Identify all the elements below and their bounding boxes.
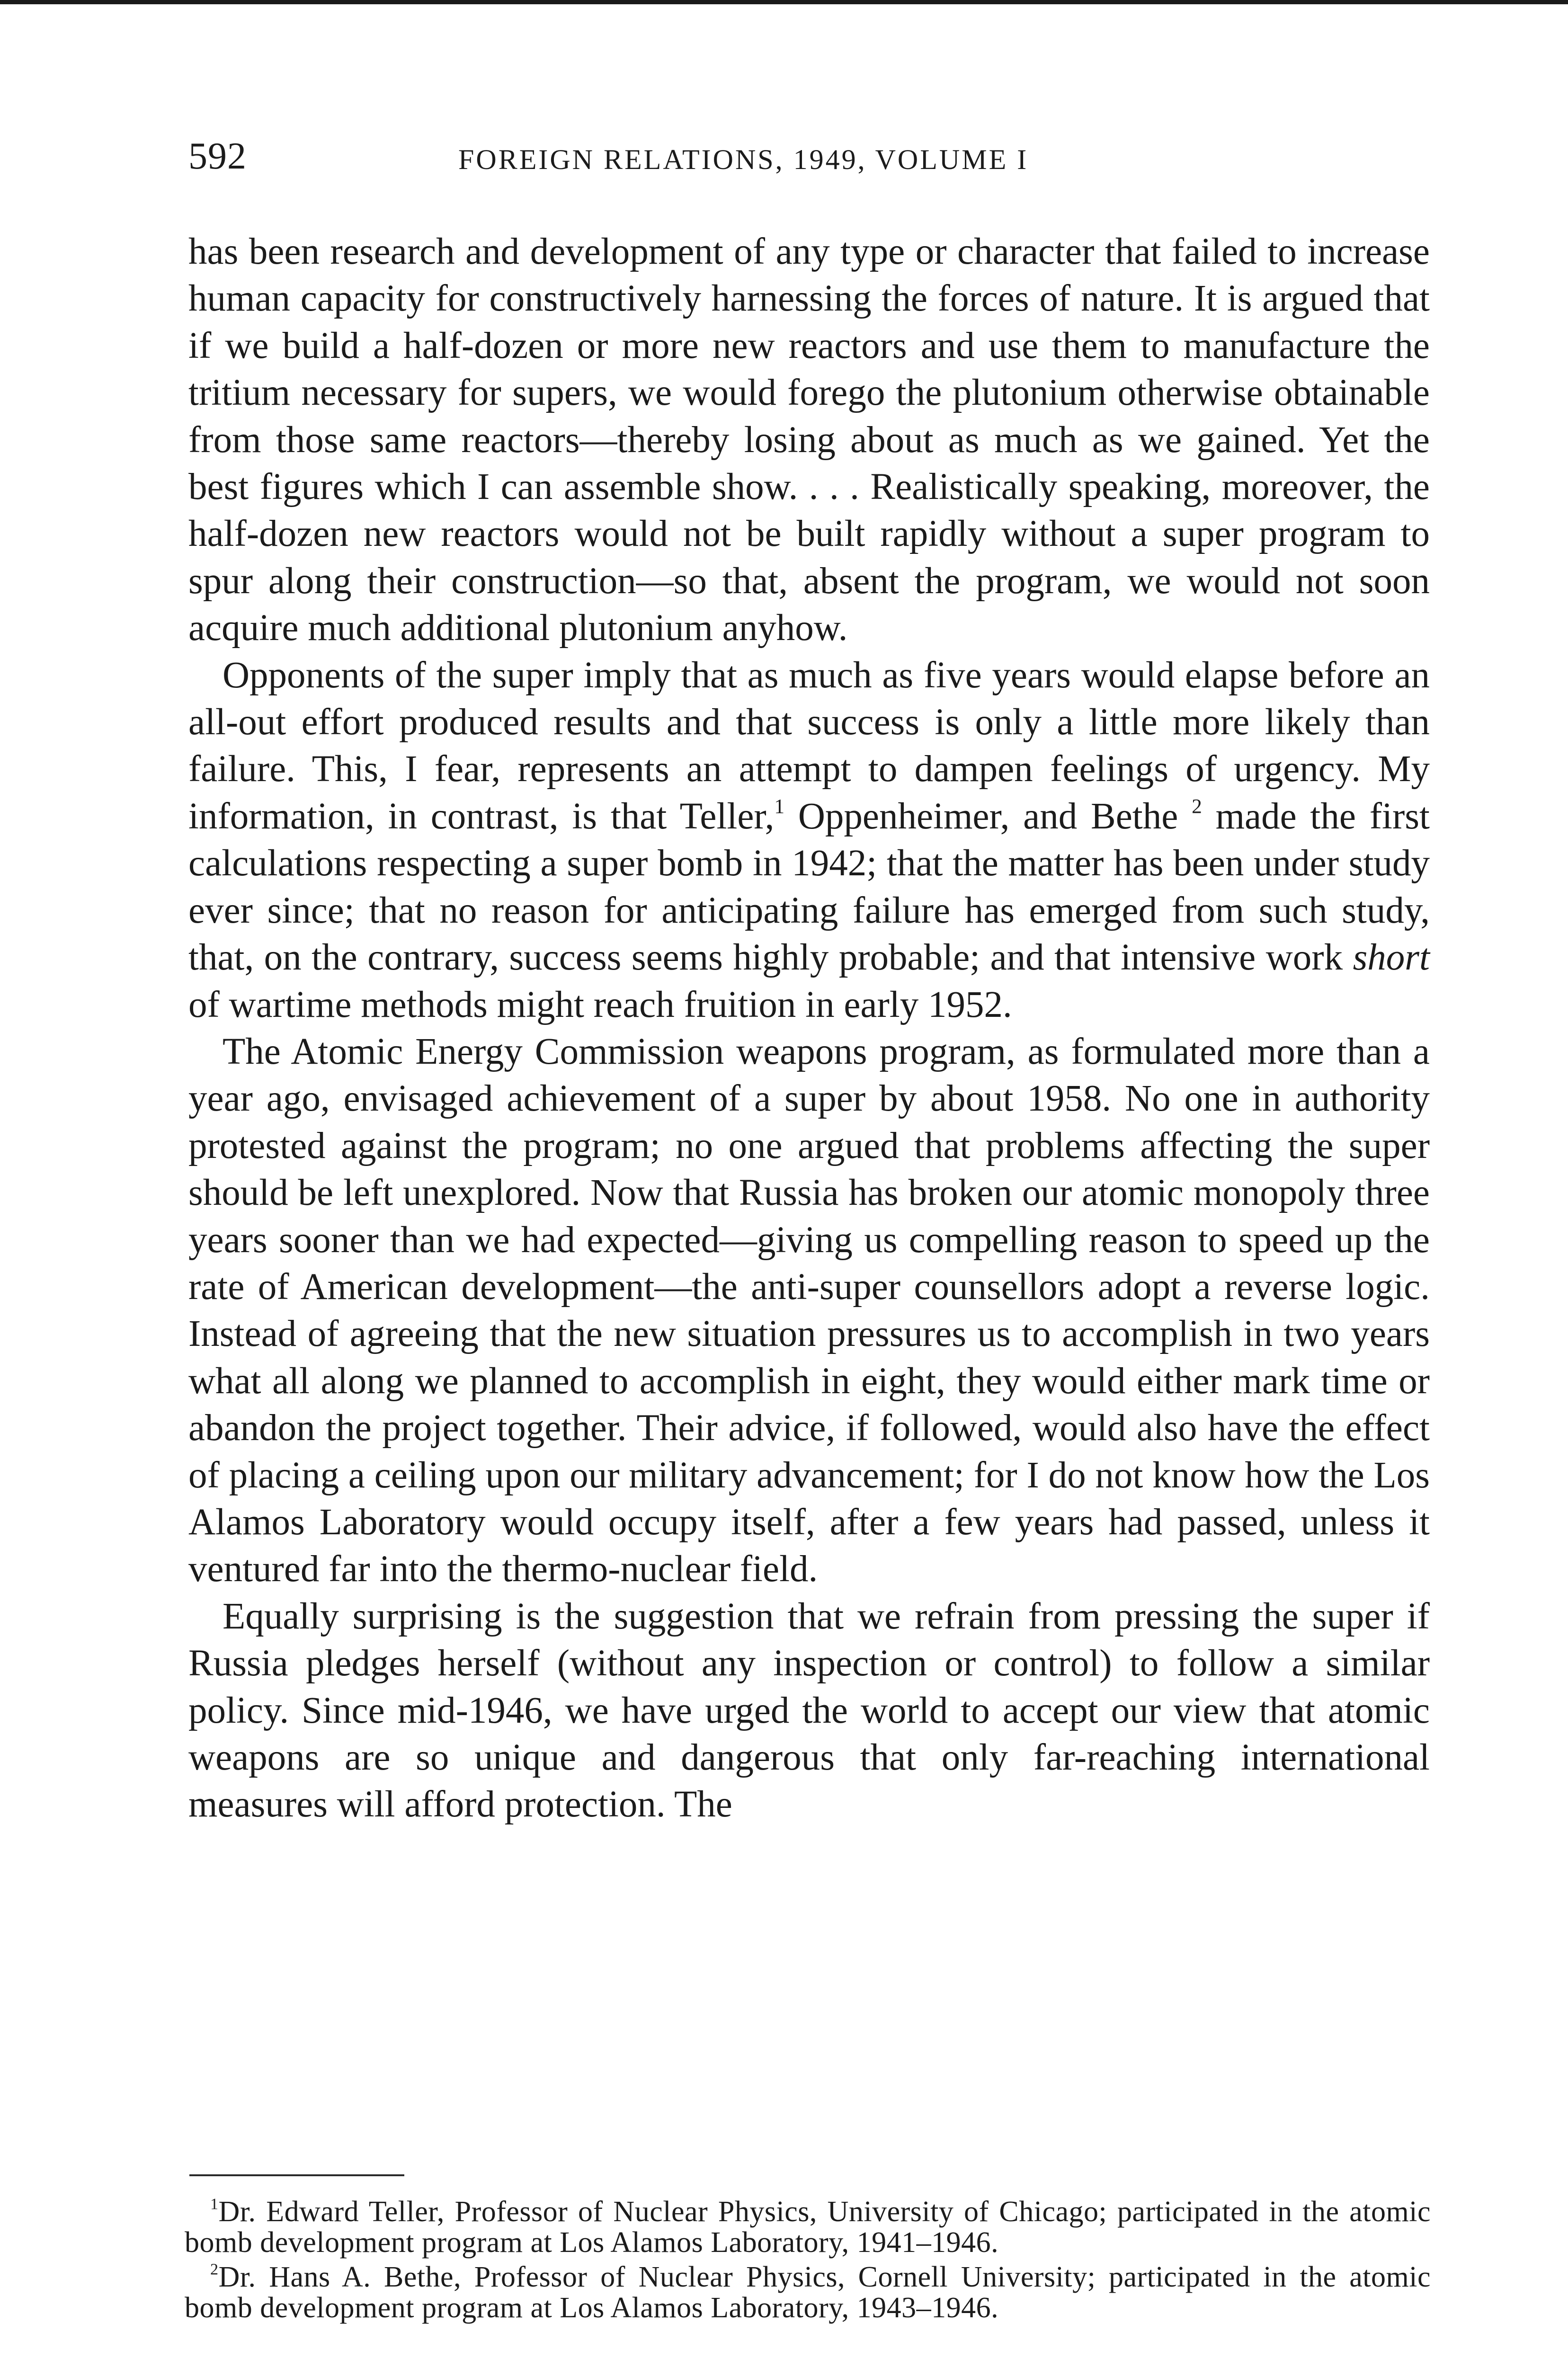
footnote-1-text: Dr. Edward Teller, Professor of Nuclear Physics, University of Chicago; participated in the atomic bomb development program at Los Alamos Laboratory, 1941–1946. (185, 2196, 1431, 2259)
footnote-2-text: Dr. Hans A. Bethe, Professor of Nuclear Physics, Cornell University; participated in the atomic bomb development program at Los Alamos Laboratory, 1943–1946. (185, 2261, 1431, 2324)
footnote-ref-2[interactable]: 2 (1192, 795, 1202, 818)
paragraph-2-text-b: Oppenheimer, and Bethe (784, 795, 1192, 837)
emphasis-short: short (1353, 937, 1430, 979)
paragraph-2-text-c: made the first calculations respecting a super bomb in 1942; that the matter has been under study ever since; that no reason for anticipating failure has emerged from such study, that, on the contrary, success seems highly probable; and that intensive work (188, 795, 1430, 979)
main-text (188, 228, 1430, 1828)
paragraph-2-text-d: of wartime methods might reach fruition in early 1952. (188, 984, 1012, 1025)
paragraph-3: The Atomic Energy Commission weapons program, as formulated more than a year ago, envisaged achievement of a super by about 1958. No one in authority protested against the program; no one argued that problems affecting the super should be left unexplored. Now that Russia has broken our atomic monopoly three years sooner than we had expected—giving us compelling reason to speed up the rate of American development—the anti-super counsellors adopt a reverse logic. Instead of agreeing that the new situation pressures us to accomplish in two years what all along we planned to accomplish in eight, they would either mark time or abandon the project together. Their advice, if followed, would also have the effect of placing a ceiling upon our military advancement; for I do not know how the Los Alamos Laboratory would occupy itself, after a few years had passed, unless it ventured far into the thermo-nuclear field. (188, 1031, 1430, 1590)
footnote-ref-1[interactable]: 1 (774, 795, 785, 818)
paragraph-4: Equally surprising is the suggestion that we refrain from pressing the super if Russia pledges herself (without any inspection or control) to follow a similar policy. Since mid-1946, we have urged the world to accept our view that atomic weapons are so unique and dangerous that only far-reaching international measures will afford protection. The (188, 1595, 1430, 1825)
footnote-1 (185, 2197, 1431, 2258)
footnote-2-marker: 2 (210, 2260, 219, 2278)
top-border-rule (0, 0, 1568, 4)
paragraph-1: has been research and development of any type or character that failed to increase human capacity for constructively harnessing the forces of nature. It is argued that if we build a half-dozen or more new reactors and use them to manufacture the tritium necessary for supers, we would forego the plutonium otherwise obtainable from those same reactors—thereby losing about as much as we gained. Yet the best figures which I can assemble show. . . . Realistically speaking, moreover, the half-dozen new reactors would not be built rapidly without a super program to spur along their construction—so that, absent the program, we would not soon acquire much additional plutonium anyhow. (188, 231, 1430, 649)
footnotes (185, 2197, 1431, 2327)
footnote-divider (189, 2174, 404, 2176)
paragraph-2-text-a: Opponents of the super imply that as much as five years would elapse before an all-out effort produced results and that success is only a little more likely than failure. This, I fear, represents an attempt to dampen feelings of urgency. My information, in contrast, is that Teller, (188, 654, 1430, 837)
footnote-2 (185, 2262, 1431, 2323)
footnote-1-marker: 1 (210, 2195, 219, 2213)
paragraph-2 (188, 652, 1430, 1028)
running-head: FOREIGN RELATIONS, 1949, VOLUME I (458, 144, 1029, 175)
page-header (188, 135, 1429, 182)
page-number: 592 (188, 135, 247, 177)
